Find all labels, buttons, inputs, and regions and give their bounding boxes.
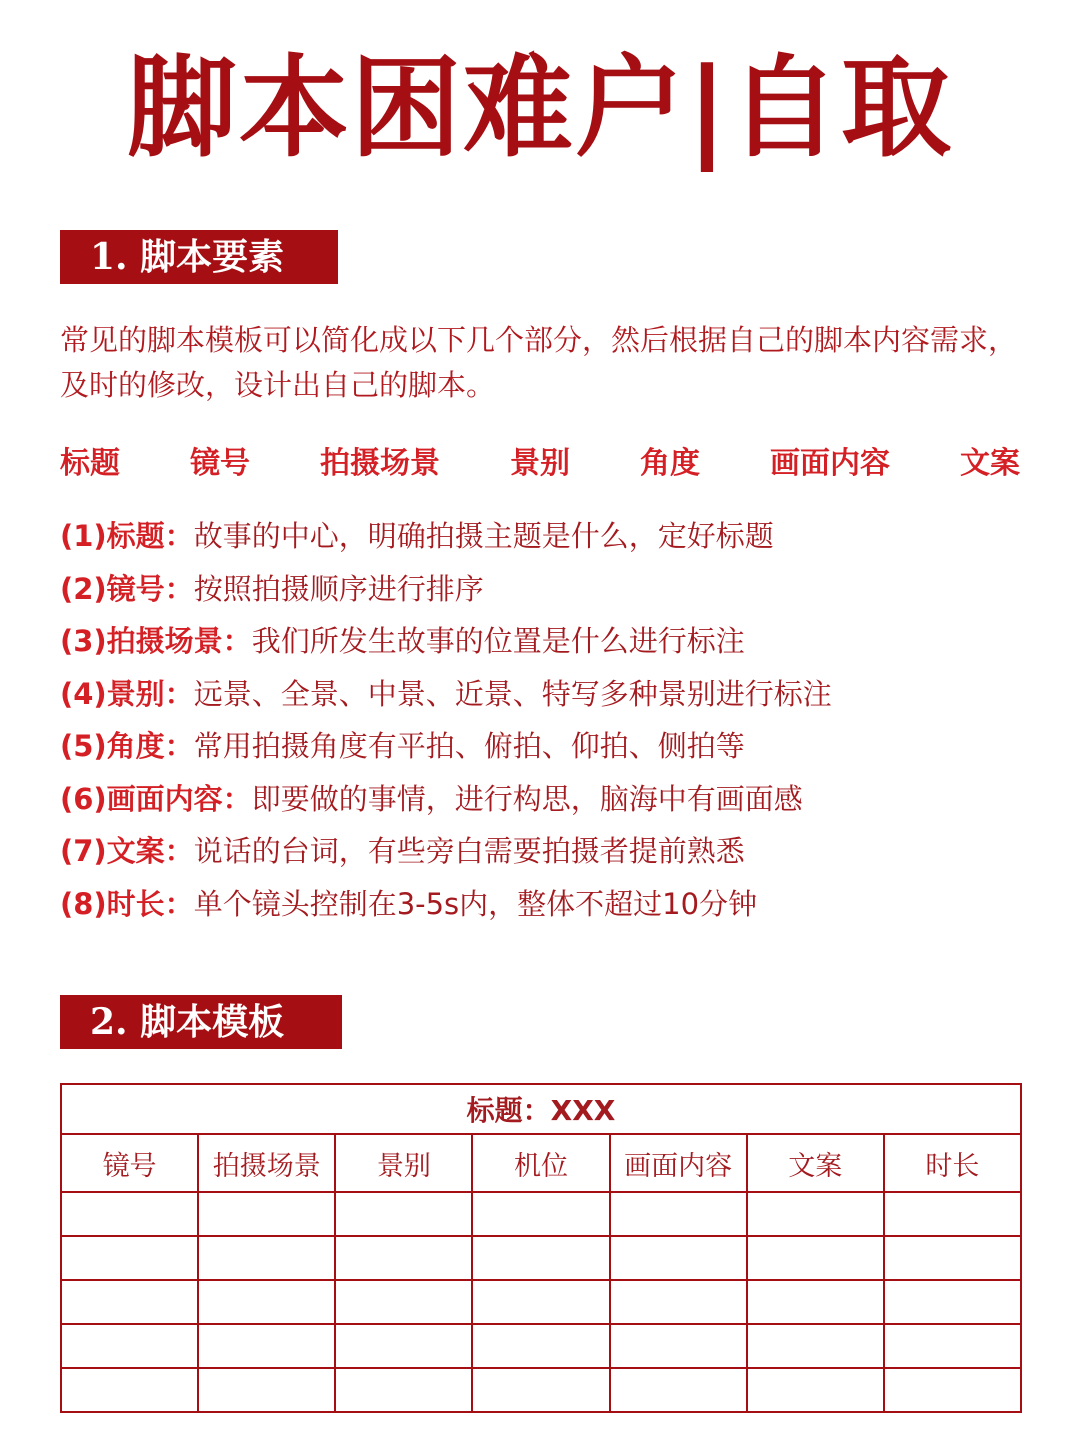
table-cell	[610, 1368, 747, 1412]
table-row	[61, 1236, 1021, 1280]
definition-desc: 说话的台词，有些旁白需要拍摄者提前熟悉	[193, 834, 745, 868]
definitions-list	[60, 512, 1040, 932]
intro-paragraph: 常见的脚本模板可以简化成以下几个部分，然后根据自己的脚本内容需求，及时的修改，设计出自己的脚本。	[60, 323, 1018, 402]
table-caption: 标题：XXX	[61, 1084, 1021, 1134]
table-cell	[610, 1280, 747, 1324]
table-cell	[472, 1192, 609, 1236]
table-cell	[747, 1324, 884, 1368]
table-cell	[884, 1324, 1021, 1368]
table-cell	[198, 1280, 335, 1324]
table-cell	[472, 1280, 609, 1324]
script-template-table	[60, 1083, 1022, 1413]
column-header: 时长	[884, 1134, 1021, 1192]
table-row	[61, 1280, 1021, 1324]
table-cell	[472, 1236, 609, 1280]
table-cell	[884, 1280, 1021, 1324]
element-shot-number: 镜号	[190, 446, 250, 481]
table-cell	[61, 1368, 198, 1412]
table-cell	[198, 1236, 335, 1280]
table-cell	[61, 1324, 198, 1368]
definition-item	[60, 880, 1040, 933]
column-header: 镜号	[61, 1134, 198, 1192]
column-header: 拍摄场景	[198, 1134, 335, 1192]
column-header: 文案	[747, 1134, 884, 1192]
definition-term: (6)画面内容：	[60, 781, 252, 816]
definition-term: (7)文案：	[60, 834, 194, 868]
element-title: 标题	[60, 446, 120, 481]
definition-desc: 即要做的事情，进行构思，脑海中有画面感	[251, 781, 803, 816]
table-row	[61, 1324, 1021, 1368]
definition-item	[60, 617, 1040, 670]
table-cell	[335, 1324, 472, 1368]
column-header: 画面内容	[610, 1134, 747, 1192]
table-cell	[884, 1192, 1021, 1236]
definition-term: (5)角度：	[60, 729, 194, 763]
section-1-heading: 1. 脚本要素	[60, 230, 338, 284]
definition-desc: 故事的中心，明确拍摄主题是什么，定好标题	[193, 519, 774, 553]
definition-item	[60, 670, 1040, 723]
table-cell	[61, 1192, 198, 1236]
definition-desc: 远景、全景、中景、近景、特写多种景别进行标注	[193, 676, 832, 711]
table-cell	[610, 1324, 747, 1368]
definition-desc: 我们所发生故事的位置是什么进行标注	[251, 624, 745, 658]
table-cell	[335, 1368, 472, 1412]
section-2-heading: 2. 脚本模板	[60, 995, 342, 1049]
table-row	[61, 1192, 1021, 1236]
element-scene: 拍摄场景	[320, 446, 440, 481]
table-cell	[747, 1280, 884, 1324]
definition-item	[60, 775, 1040, 828]
definition-term: (8)时长：	[60, 886, 194, 921]
definition-item	[60, 565, 1040, 618]
element-angle: 角度	[640, 446, 700, 481]
table-cell	[198, 1368, 335, 1412]
table-cell	[610, 1192, 747, 1236]
table-cell	[335, 1192, 472, 1236]
definition-item	[60, 512, 1040, 565]
table-cell	[198, 1192, 335, 1236]
definition-term: (4)景别：	[60, 676, 194, 711]
table-cell	[198, 1324, 335, 1368]
page-title: 脚本困难户|自取	[126, 44, 954, 172]
definition-desc: 单个镜头控制在3-5s内，整体不超过10分钟	[193, 886, 758, 921]
table-cell	[747, 1368, 884, 1412]
table-row	[61, 1368, 1021, 1412]
definition-desc: 按照拍摄顺序进行排序	[193, 571, 484, 606]
table-cell	[61, 1236, 198, 1280]
column-header: 机位	[472, 1134, 609, 1192]
table-header-row	[61, 1134, 1021, 1192]
table-cell	[610, 1236, 747, 1280]
definition-desc: 常用拍摄角度有平拍、俯拍、仰拍、侧拍等	[193, 729, 745, 763]
table-cell	[472, 1368, 609, 1412]
table-cell	[884, 1368, 1021, 1412]
table-cell	[61, 1280, 198, 1324]
definition-term: (1)标题：	[60, 519, 194, 553]
table-cell	[747, 1236, 884, 1280]
column-header: 景别	[335, 1134, 472, 1192]
table-cell	[335, 1280, 472, 1324]
table-cell	[747, 1192, 884, 1236]
definition-item	[60, 722, 1040, 775]
table-cell	[884, 1236, 1021, 1280]
definition-term: (3)拍摄场景：	[60, 624, 252, 658]
element-content: 画面内容	[770, 446, 890, 481]
table-cell	[472, 1324, 609, 1368]
element-shot-size: 景别	[510, 446, 570, 481]
table-cell	[335, 1236, 472, 1280]
element-copy: 文案	[960, 446, 1020, 481]
elements-row	[60, 438, 1020, 482]
definition-term: (2)镜号：	[60, 571, 194, 606]
definition-item	[60, 827, 1040, 880]
